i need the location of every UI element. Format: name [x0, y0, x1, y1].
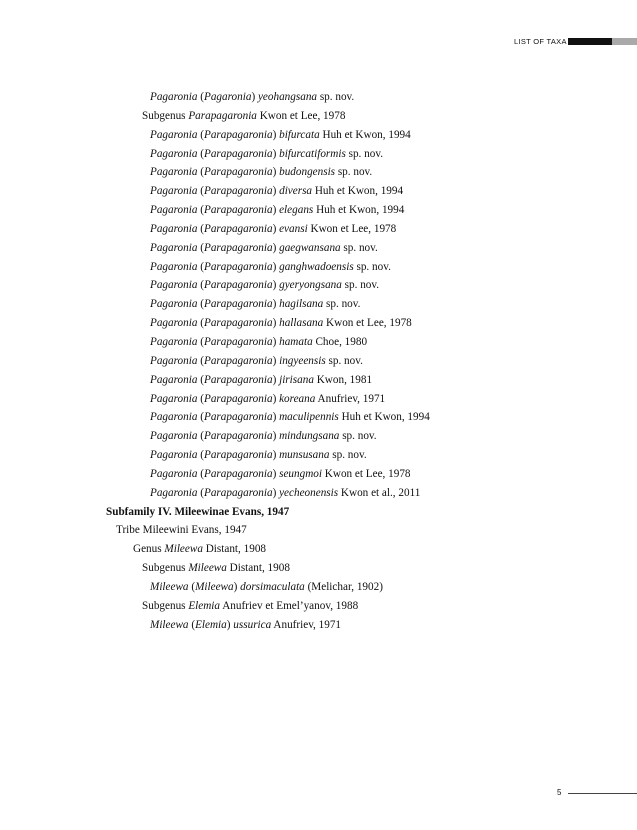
- taxon-name-italic: Parapagaronia: [203, 411, 273, 424]
- taxon-text: ): [233, 580, 241, 593]
- taxon-text: (: [197, 449, 204, 462]
- taxon-name-italic: Parapagaronia: [203, 317, 273, 330]
- tribe-entry: [0, 521, 637, 540]
- taxon-text: ): [272, 354, 280, 367]
- taxon-name-italic: elegans: [279, 204, 314, 217]
- taxon-name-italic: Pagaronia: [150, 147, 198, 160]
- taxon-text: (: [197, 204, 204, 217]
- taxon-name-italic: gyeryongsana: [279, 279, 342, 292]
- taxon-name-italic: Mileewa: [195, 580, 234, 593]
- taxon-text: (: [197, 279, 204, 292]
- taxon-name-italic: Pagaronia: [150, 279, 198, 292]
- taxon-text: (: [197, 467, 204, 480]
- taxon-text: (: [197, 317, 204, 330]
- species-entry: [0, 427, 637, 446]
- species-entry: [0, 182, 637, 201]
- taxon-name-italic: ussurica: [233, 618, 272, 631]
- taxon-name-italic: Pagaronia: [150, 411, 198, 424]
- taxon-text: ): [272, 185, 280, 198]
- taxon-name-italic: bifurcata: [279, 128, 320, 141]
- header-bar-black: [568, 38, 612, 45]
- taxon-text: (: [188, 618, 196, 631]
- taxon-text: ): [272, 467, 280, 480]
- taxon-name-italic: Parapagaronia: [203, 467, 273, 480]
- taxon-name-italic: ingyeensis: [279, 354, 326, 367]
- taxon-name-italic: Parapagaronia: [203, 222, 273, 235]
- taxon-name-italic: seungmoi: [279, 467, 322, 480]
- taxon-name-italic: hagilsana: [279, 298, 324, 311]
- taxon-text: ): [272, 298, 280, 311]
- species-entry: [0, 314, 637, 333]
- taxon-text: sp. nov.: [341, 279, 380, 292]
- taxon-name-italic: Mileewa: [164, 543, 203, 556]
- taxon-name-italic: Elemia: [195, 618, 227, 631]
- taxon-name-italic: jirisana: [279, 373, 314, 386]
- taxon-text: (: [197, 335, 204, 348]
- species-entry: [0, 578, 637, 597]
- taxon-name-italic: Pagaronia: [150, 222, 198, 235]
- taxon-name-italic: dorsimaculata: [240, 580, 305, 593]
- taxon-name-italic: Pagaronia: [150, 91, 198, 103]
- taxon-name-italic: hamata: [279, 335, 313, 348]
- taxon-text: Genus: [133, 543, 165, 556]
- header-bar-gray: [612, 38, 637, 45]
- taxon-name-italic: Mileewa: [188, 562, 227, 575]
- taxon-name-italic: Mileewa: [150, 618, 189, 631]
- taxon-name-italic: Pagaronia: [150, 260, 198, 273]
- species-entry: [0, 88, 637, 107]
- taxon-name-italic: bifurcatiformis: [279, 147, 346, 160]
- taxon-name-italic: Parapagaronia: [203, 373, 273, 386]
- taxon-text: ): [272, 392, 280, 405]
- taxon-name-italic: Parapagaronia: [203, 260, 273, 273]
- taxon-name-italic: Parapagaronia: [203, 430, 273, 443]
- taxon-text: ): [272, 486, 280, 499]
- taxon-text: (: [188, 580, 196, 593]
- taxon-text: Anufriev, 1971: [271, 618, 342, 631]
- subgenus-entry: [0, 107, 637, 126]
- running-header-label: LIST OF TAXA: [514, 37, 567, 46]
- species-entry: [0, 390, 637, 409]
- taxon-text: sp. nov.: [325, 354, 363, 367]
- taxon-text: Huh et Kwon, 1994: [313, 204, 405, 217]
- taxon-text: Distant, 1908: [226, 562, 290, 575]
- taxon-text: sp. nov.: [340, 241, 378, 254]
- taxon-name-italic: Pagaronia: [150, 354, 198, 367]
- taxon-text: ): [272, 241, 280, 254]
- species-entry: [0, 239, 637, 258]
- taxon-text: Anufriev, 1971: [315, 392, 386, 405]
- taxon-name-italic: Pagaronia: [150, 298, 198, 311]
- taxon-text: (: [197, 298, 204, 311]
- taxon-text: Kwon et Lee, 1978: [321, 467, 411, 480]
- species-entry: [0, 145, 637, 164]
- taxon-name-italic: Parapagaronia: [203, 128, 273, 141]
- taxon-name-italic: Mileewa: [150, 580, 189, 593]
- page-number: 5: [557, 788, 562, 797]
- taxon-text: sp. nov.: [345, 147, 384, 160]
- taxon-text: ): [272, 166, 280, 179]
- taxon-text: Huh et Kwon, 1994: [312, 185, 404, 198]
- species-entry: [0, 446, 637, 465]
- taxon-text: (: [197, 354, 204, 367]
- taxon-text: ): [272, 128, 280, 141]
- species-entry: [0, 276, 637, 295]
- taxon-text: sp. nov.: [329, 449, 367, 462]
- species-entry: [0, 616, 637, 635]
- taxon-text: Kwon et Lee, 1978: [307, 222, 397, 235]
- taxon-text: ): [272, 317, 280, 330]
- taxon-text: Kwon, 1981: [313, 373, 373, 386]
- taxon-name-italic: Pagaronia: [150, 449, 198, 462]
- taxon-text: sp. nov.: [335, 166, 373, 179]
- taxon-text: Distant, 1908: [202, 543, 267, 556]
- taxon-name-italic: Pagaronia: [150, 392, 198, 405]
- taxon-text: (: [197, 147, 204, 160]
- species-entry: [0, 408, 637, 427]
- taxon-text: Kwon et Lee, 1978: [323, 317, 412, 330]
- taxon-text: ): [272, 222, 280, 235]
- taxon-text: ): [272, 373, 280, 386]
- subgenus-entry: [0, 597, 637, 616]
- taxon-text: ): [272, 204, 280, 217]
- taxon-name-italic: ganghwadoensis: [279, 260, 354, 273]
- taxon-name-italic: koreana: [279, 392, 316, 405]
- taxon-name-italic: Elemia: [188, 599, 221, 612]
- taxon-text: ): [272, 449, 280, 462]
- taxon-name-italic: Pagaronia: [150, 204, 198, 217]
- taxon-name-italic: Pagaronia: [150, 486, 198, 499]
- taxon-text: sp. nov.: [317, 91, 355, 103]
- subgenus-entry: [0, 559, 637, 578]
- taxon-name-italic: gaegwansana: [279, 241, 341, 254]
- taxon-name-italic: Parapagaronia: [203, 279, 273, 292]
- taxon-name-italic: Pagaronia: [150, 373, 198, 386]
- taxon-text: Kwon et Lee, 1978: [256, 109, 346, 122]
- taxon-text: (: [197, 411, 204, 424]
- taxon-text: (Melichar, 1902): [304, 580, 383, 593]
- taxon-text: (: [197, 222, 204, 235]
- taxon-name-italic: Pagaronia: [150, 430, 198, 443]
- taxon-name-italic: diversa: [279, 185, 313, 198]
- taxon-text: ): [272, 335, 280, 348]
- taxon-text: sp. nov.: [339, 430, 377, 443]
- taxon-text: Choe, 1980: [312, 335, 368, 348]
- taxon-name-italic: Parapagaronia: [203, 392, 273, 405]
- taxon-text: (: [197, 430, 204, 443]
- species-entry: [0, 333, 637, 352]
- genus-entry: [0, 540, 637, 559]
- species-entry: [0, 465, 637, 484]
- taxon-name-italic: maculipennis: [279, 411, 339, 424]
- species-entry: [0, 295, 637, 314]
- species-entry: [0, 484, 637, 503]
- taxon-text: (: [197, 166, 204, 179]
- taxon-name-italic: Pagaronia: [150, 241, 198, 254]
- taxon-name-italic: Parapagaronia: [203, 335, 273, 348]
- taxon-name-italic: Pagaronia: [150, 166, 198, 179]
- taxon-text: ): [272, 430, 280, 443]
- taxon-text: (: [197, 373, 204, 386]
- taxon-text: ): [272, 279, 280, 292]
- taxon-text: (: [197, 260, 204, 273]
- taxon-name-italic: Parapagaronia: [203, 354, 273, 367]
- taxon-name-italic: Pagaronia: [150, 317, 198, 330]
- taxon-name-italic: Parapagaronia: [203, 204, 273, 217]
- taxon-text: sp. nov.: [323, 298, 361, 311]
- species-entry: [0, 201, 637, 220]
- taxon-name-italic: Parapagaronia: [203, 449, 273, 462]
- subfamily-entry: [0, 503, 637, 522]
- taxon-text: Kwon et al., 2011: [338, 486, 421, 499]
- taxon-text: (: [197, 241, 204, 254]
- taxon-name-italic: munsusana: [279, 449, 330, 462]
- taxon-text: ): [272, 147, 280, 160]
- taxon-text: ): [226, 618, 234, 631]
- taxa-list: [0, 88, 637, 634]
- species-entry: [0, 352, 637, 371]
- species-entry: [0, 126, 637, 145]
- taxon-text: (: [197, 91, 204, 103]
- taxon-text: Subgenus: [142, 562, 189, 575]
- taxon-name-italic: Pagaronia: [150, 467, 198, 480]
- taxon-text: Anufriev et Emel’yanov, 1988: [220, 599, 359, 612]
- taxon-text: (: [197, 392, 204, 405]
- taxon-name-italic: Parapagaronia: [188, 109, 257, 122]
- taxon-name-italic: Parapagaronia: [203, 241, 273, 254]
- taxon-name-italic: Parapagaronia: [203, 147, 273, 160]
- taxon-name-italic: evansi: [279, 222, 308, 235]
- taxon-text: Subfamily IV. Mileewinae Evans, 1947: [106, 505, 290, 518]
- species-entry: [0, 371, 637, 390]
- taxon-text: ): [272, 260, 280, 273]
- taxon-name-italic: Parapagaronia: [203, 298, 273, 311]
- taxon-name-italic: Pagaronia: [150, 185, 198, 198]
- taxon-name-italic: hallasana: [279, 317, 324, 330]
- taxon-name-italic: yecheonensis: [279, 486, 339, 499]
- taxon-text: Huh et Kwon, 1994: [338, 411, 430, 424]
- taxon-text: ): [251, 91, 258, 103]
- taxon-name-italic: Pagaronia: [150, 128, 198, 141]
- taxon-text: Subgenus: [142, 599, 189, 612]
- taxon-text: ): [272, 411, 280, 424]
- taxon-name-italic: mindungsana: [279, 430, 340, 443]
- species-entry: [0, 220, 637, 239]
- taxon-text: sp. nov.: [353, 260, 391, 273]
- taxon-text: (: [197, 185, 204, 198]
- taxon-text: (: [197, 128, 204, 141]
- taxon-name-italic: Parapagaronia: [203, 166, 273, 179]
- taxon-name-italic: yeohangsana: [257, 91, 318, 103]
- taxon-text: Tribe Mileewini Evans, 1947: [116, 524, 247, 537]
- taxon-name-italic: Pagaronia: [203, 91, 252, 103]
- taxon-text: (: [197, 486, 204, 499]
- species-entry: [0, 163, 637, 182]
- taxon-name-italic: Parapagaronia: [203, 185, 273, 198]
- taxon-name-italic: Pagaronia: [150, 335, 198, 348]
- taxon-text: Subgenus: [142, 109, 189, 122]
- taxon-name-italic: budongensis: [279, 166, 336, 179]
- taxon-name-italic: Parapagaronia: [203, 486, 273, 499]
- footer-rule: [568, 793, 637, 794]
- species-entry: [0, 258, 637, 277]
- taxon-text: Huh et Kwon, 1994: [319, 128, 411, 141]
